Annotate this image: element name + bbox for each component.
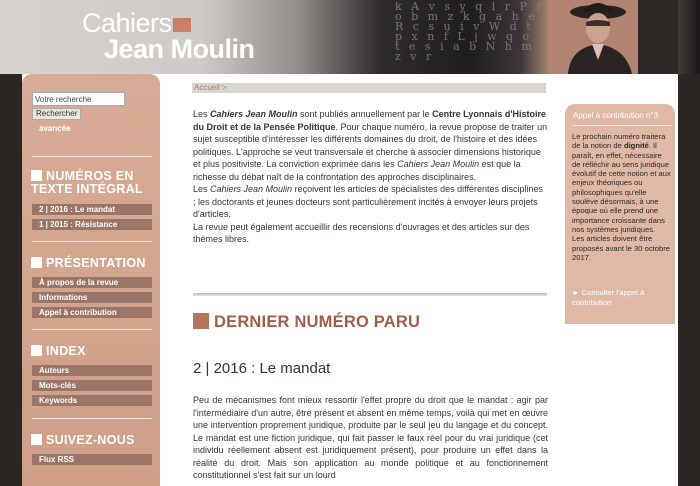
search-input[interactable] xyxy=(32,92,125,106)
sidebar-item-auteurs[interactable]: Auteurs xyxy=(32,365,152,376)
section-square-icon xyxy=(31,257,42,268)
portrait-image xyxy=(548,0,678,74)
logo-square-icon xyxy=(173,18,191,32)
latest-square-icon xyxy=(193,313,209,329)
issue-abstract: Peu de mécanismes font mieux ressortir l'effet propre du droit que le mandat : agir par l'intermédiaire d'un autre, être présent et absent en même temps, voilà qui met en œuvre une intervention proprement juridique, produite par le seul jeu du langage et du concept. Le mandat est une fiction juridique, qui fait passer le faux réel pour du vrai juridique (cet individu réellement absent est juridiquement présent), pour produire un effet dans la réalité du droit. Mais son application au monde politique et au fonctionnement constitutionnel s'est fait sur un lourd xyxy=(193,395,548,480)
sidebar-item-appel[interactable]: Appel à contribution xyxy=(32,307,152,318)
logo-jean-moulin[interactable]: Jean Moulin xyxy=(104,34,255,64)
section-divider xyxy=(193,293,547,296)
section-title-presentation: PRÉSENTATION xyxy=(31,257,146,270)
logo-cahiers[interactable]: Cahiers xyxy=(82,8,172,38)
sidebar-divider xyxy=(32,241,152,242)
section-square-icon xyxy=(31,170,42,181)
sidebar-item-mots-cles[interactable]: Mots-clés xyxy=(32,380,152,391)
header-letter-pattern: k A v s y q l r P f o b m z k g a h e R c s u i v W d t p x n f L j w q o t e s i a b N h m z v r xyxy=(395,2,544,63)
sidebar-divider xyxy=(32,156,152,157)
call-box-heading: Appel à contribution n°3 xyxy=(573,111,659,120)
sidebar-item-keywords[interactable]: Keywords xyxy=(32,395,152,406)
sidebar-item-2015-resistance[interactable]: 1 | 2015 : Résistance xyxy=(32,219,152,230)
call-box-divider xyxy=(572,125,672,126)
intro-text: Les Cahiers Jean Moulin sont publiés annuellement par le Centre Lyonnais d'Histoire du Droit et de la Pensée Politique. Pour chaque numéro, la revue propose de traiter un sujet susceptible d'intéresser les différents domaines du droit, de l'histoire et des idées politiques. L'approche se veut transversale et cherche à associer dimensions historique et plus positiviste. La conviction exprimée dans les Cahiers Jean Moulin est que la richesse du débat naît de la confrontation des approches disciplinaires. Les Cahiers Jean Moulin reçoivent les articles de spécialistes des différentes disciplines ; les doctorants et jeunes docteurs sont particulièrement incités à envoyer leurs projets d'articles. La revue peut également accueillir des recensions d'ouvrages et des articles sur des thèmes libres. xyxy=(193,109,548,244)
section-title-index: INDEX xyxy=(31,345,86,358)
search-button[interactable]: Rechercher xyxy=(32,108,81,120)
sidebar-divider xyxy=(32,329,152,330)
breadcrumb[interactable]: Accueil > xyxy=(192,83,546,93)
call-box-link[interactable]: ► Consulter l'appel à contribution xyxy=(572,288,645,307)
site-header xyxy=(0,0,700,74)
section-square-icon xyxy=(31,434,42,445)
sidebar-item-informations[interactable]: Informations xyxy=(32,292,152,303)
advanced-search-link[interactable]: avancée xyxy=(39,124,71,133)
sidebar-item-flux-rss[interactable]: Flux RSS xyxy=(32,454,152,465)
section-title-suivez: SUIVEZ-NOUS xyxy=(31,434,135,447)
section-square-icon xyxy=(31,345,42,356)
section-title-numeros: NUMÉROS EN TEXTE INTÉGRAL xyxy=(31,169,143,196)
sidebar-divider xyxy=(32,418,152,419)
latest-issue-heading: DERNIER NUMÉRO PARU xyxy=(214,313,421,331)
sidebar-item-a-propos[interactable]: À propos de la revue xyxy=(32,277,152,288)
sidebar-item-2016-mandat[interactable]: 2 | 2016 : Le mandat xyxy=(32,204,152,215)
call-box-text: Le prochain numéro traitera de la notion de dignité. Il paraît, en effet, nécessaire de réfléchir au sens juridique évolutif de cette notion et aux enjeux théoriques ou philosophiques qu'elle soulève désormais, à une époque où elle prend une importance croissante dans nos systèmes juridiques. Les articles doivent être proposés avant le 30 octobre 2017. xyxy=(572,132,671,262)
issue-title[interactable]: 2 | 2016 : Le mandat xyxy=(193,360,331,377)
